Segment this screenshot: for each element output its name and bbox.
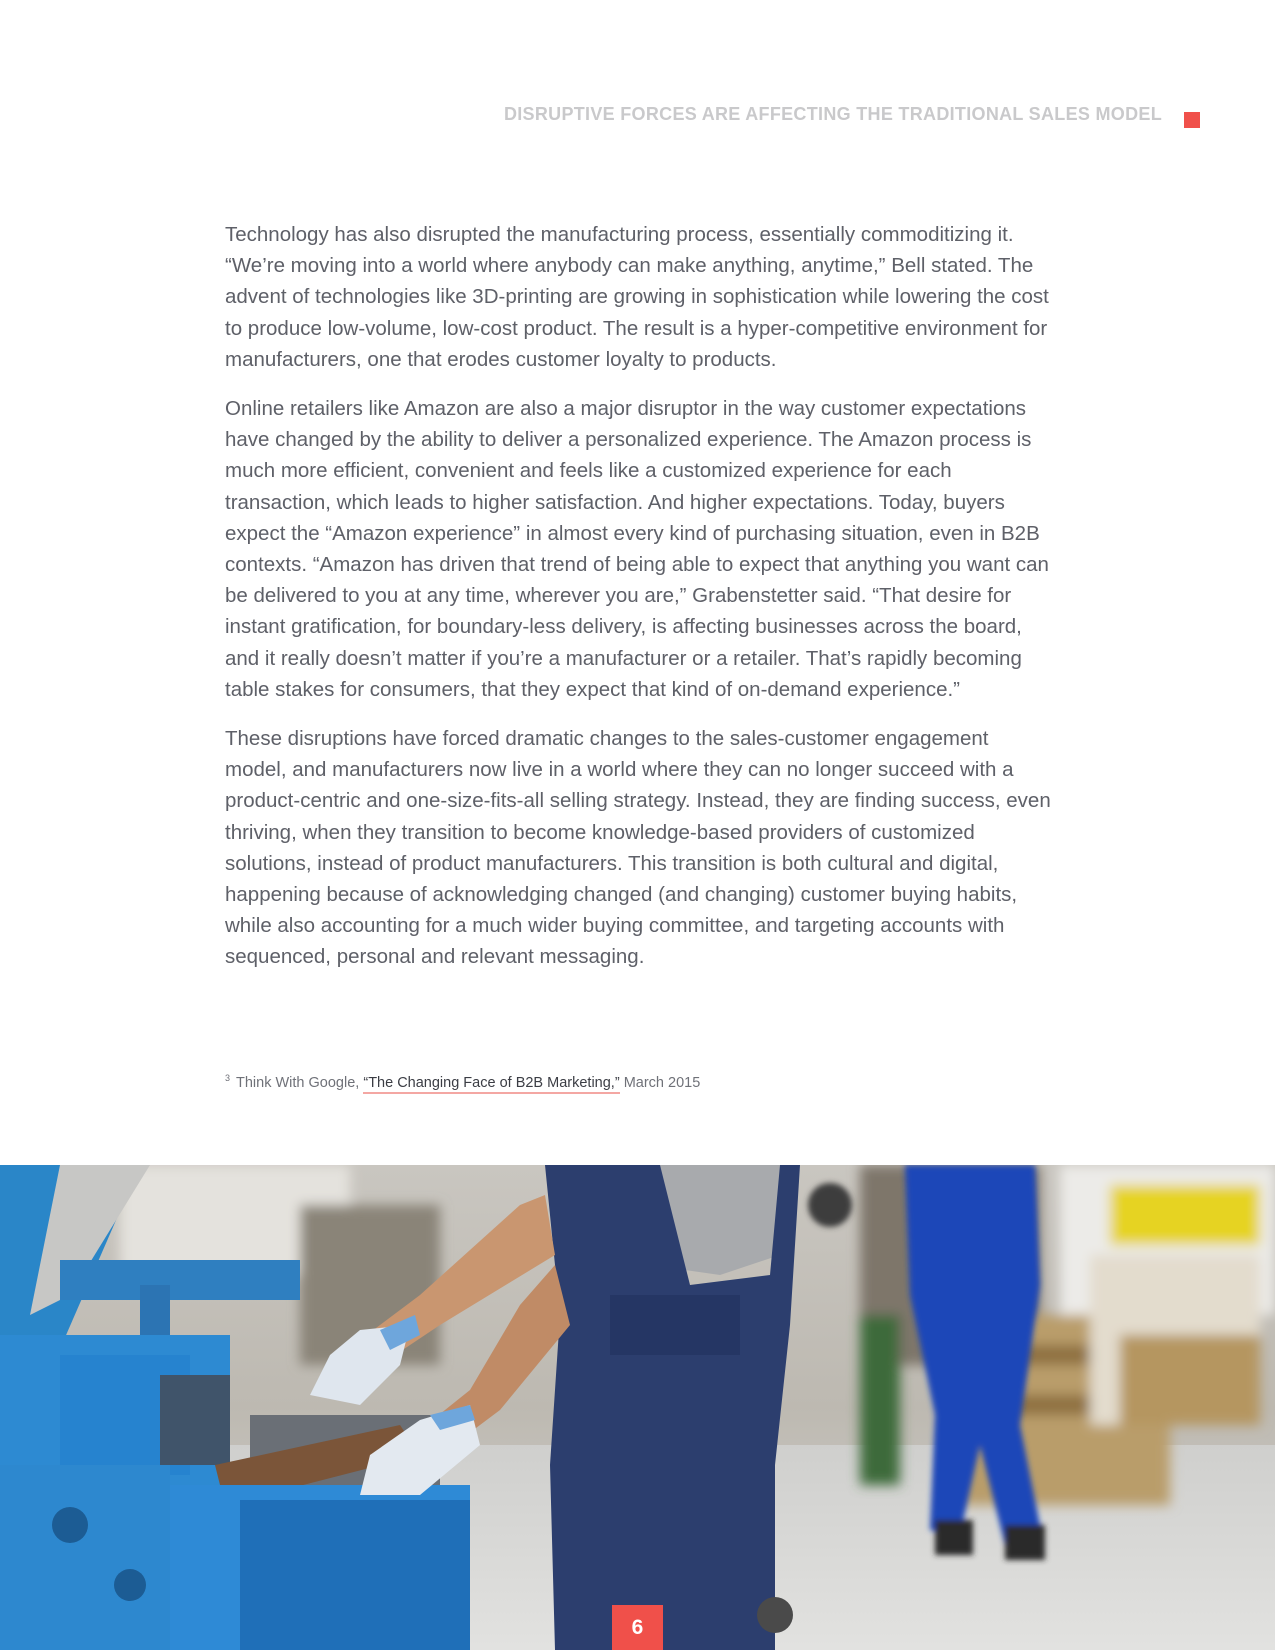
factory-worker-photo — [0, 1165, 1275, 1650]
paragraph-3: These disruptions have forced dramatic changes to the sales-customer engagement model, and manufacturers now live in a world where they can no longer succeed with a product-centric and one-size-fits-all selling strategy. Instead, they are finding success, even thriving, when they transition to become knowledge-based providers of customized solutions, instead of product manufacturers. This transition is both cultural and digital, happening because of acknowledging changed (and changing) customer buying habits, while also accounting for a much wider buying committee, and targeting accounts with sequenced, personal and relevant messaging. — [225, 727, 1051, 969]
footnote-marker: 3 — [225, 1073, 231, 1083]
paragraph-1: Technology has also disrupted the manufacturing process, essentially commoditizing it. “We’re moving into a world where anybody can make anything, anytime,” Bell stated. The advent of technologies like 3D-printing are growing in sophistication while lowering the cost to produce low-volume, low-cost product. The result is a hyper-competitive environment for manufacturers, one that erodes customer loyalty to products. — [225, 223, 1049, 371]
accent-square — [1184, 112, 1200, 128]
body-text — [225, 219, 1055, 991]
footnote-link[interactable]: “The Changing Face of B2B Marketing,” — [363, 1075, 619, 1094]
section-header: DISRUPTIVE FORCES ARE AFFECTING THE TRADITIONAL SALES MODEL — [503, 104, 1162, 124]
footnote-date: March 2015 — [623, 1074, 701, 1091]
footnote-source: Think With Google, — [236, 1074, 360, 1091]
paragraph-2: Online retailers like Amazon are also a major disruptor in the way customer expectations have changed by the ability to deliver a personalized experience. The Amazon process is much more efficient, convenient and feels like a customized experience for each transaction, which leads to higher satisfaction. And higher expectations. Today, buyers expect the “Amazon experience” in almost every kind of purchasing situation, even in B2B contexts. “Amazon has driven that trend of being able to expect that anything you want can be delivered to you at any time, wherever you are,” Grabenstetter said. “That desire for instant gratification, for boundary-less delivery, is affecting businesses across the board, and it really doesn’t matter if you’re a manufacturer or a retailer. That’s rapidly becoming table stakes for consumers, that they expect that kind of on-demand experience.” — [225, 397, 1049, 701]
footnote — [225, 1073, 1055, 1091]
page-number: 6 — [612, 1605, 663, 1650]
